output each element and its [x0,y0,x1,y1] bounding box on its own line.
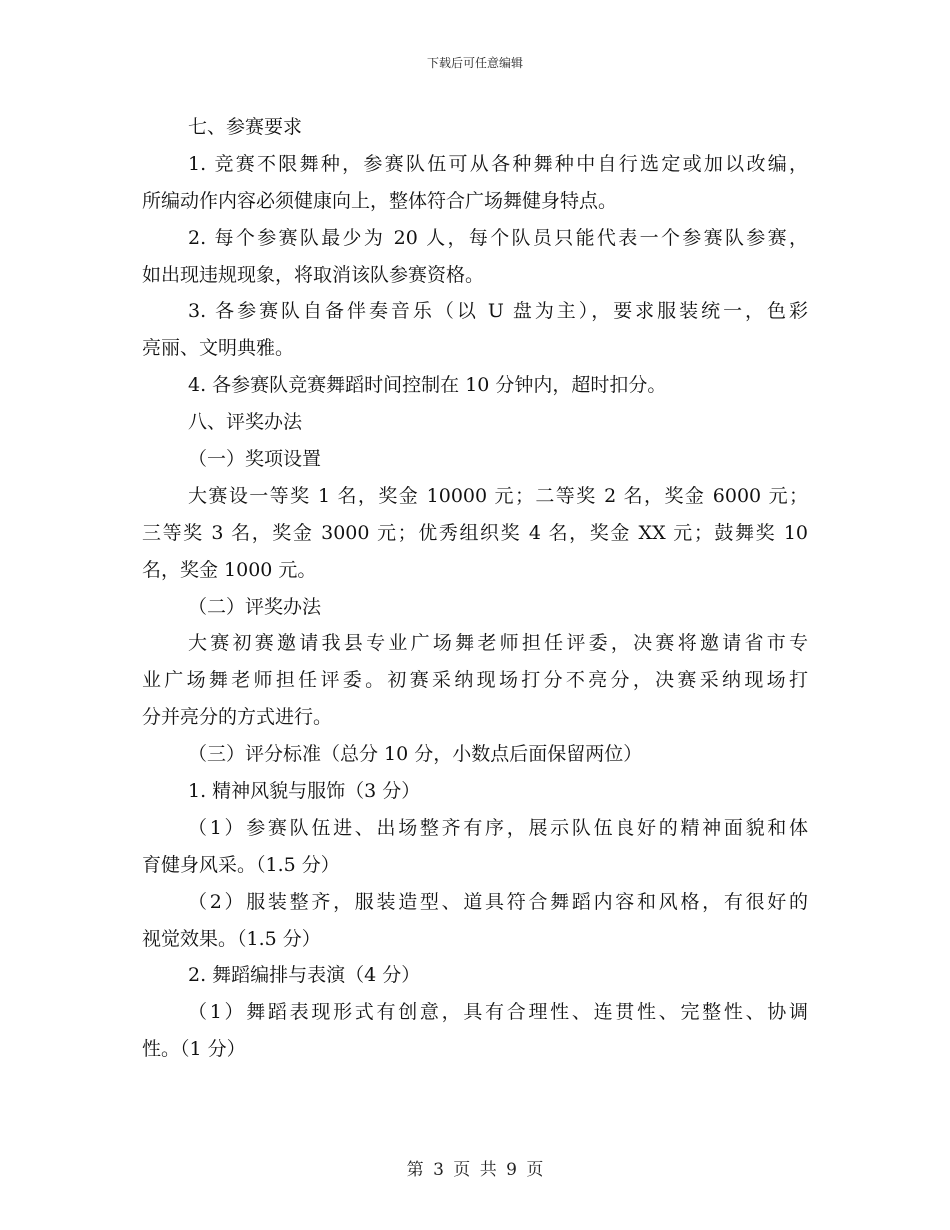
criteria-heading: 2. 舞蹈编排与表演（4 分） [188,964,421,987]
page-number: 第 3 页 共 9 页 [406,1160,544,1180]
subsection-heading: （二）评奖办法 [188,595,322,618]
text-line: 亮丽、文明典雅。 [142,337,295,360]
text-line: 视觉效果。（1.5 分） [142,927,321,950]
text-line: 2. 每个参赛队最少为 20 人，每个队员只能代表一个参赛队参赛， [188,226,808,249]
subsection-heading: （一）奖项设置 [188,448,322,471]
text-line: （1）舞蹈表现形式有创意，具有合理性、连贯性、完整性、协调 [188,1001,808,1024]
text-line: 育健身风采。（1.5 分） [142,853,340,876]
document-body [142,109,808,1068]
text-line: 性。（1 分） [142,1038,246,1061]
text-line: 业广场舞老师担任评委。初赛采纳现场打分不亮分，决赛采纳现场打 [142,669,808,692]
text-line: （2）服装整齐，服装造型、道具符合舞蹈内容和风格，有很好的 [188,890,808,913]
text-line: 大赛初赛邀请我县专业广场舞老师担任评委，决赛将邀请省市专 [188,632,808,655]
subsection-heading: （三）评分标准（总分 10 分，小数点后面保留两位） [188,743,643,766]
text-line: 七、参赛要求 [188,116,303,138]
text-line: 三等奖 3 名，奖金 3000 元；优秀组织奖 4 名，奖金 XX 元；鼓舞奖 10 [142,521,808,544]
criteria-heading: 1. 精神风貌与服饰（3 分） [188,780,421,803]
text-line: 3. 各参赛队自备伴奏音乐（以 U 盘为主），要求服装统一，色彩 [188,300,808,323]
text-line: 名，奖金 1000 元。 [142,558,317,581]
text-line: （1）参赛队伍进、出场整齐有序，展示队伍良好的精神面貌和体 [188,816,808,839]
text-line: 1. 竞赛不限舞种，参赛队伍可从各种舞种中自行选定或加以改编， [188,152,808,175]
text-line: 分并亮分的方式进行。 [142,706,333,729]
text-line: 所编动作内容必须健康向上，整体符合广场舞健身特点。 [142,189,618,212]
section-heading: 八、评奖办法 [188,411,303,434]
text-line: 如出现违规现象，将取消该队参赛资格。 [142,263,485,286]
text-line: 大赛设一等奖 1 名，奖金 10000 元；二等奖 2 名，奖金 6000 元； [188,484,808,507]
text-line: 4. 各参赛队竞赛舞蹈时间控制在 10 分钟内，超时扣分。 [188,374,667,397]
page-header-note: 下载后可任意编辑 [426,56,523,70]
